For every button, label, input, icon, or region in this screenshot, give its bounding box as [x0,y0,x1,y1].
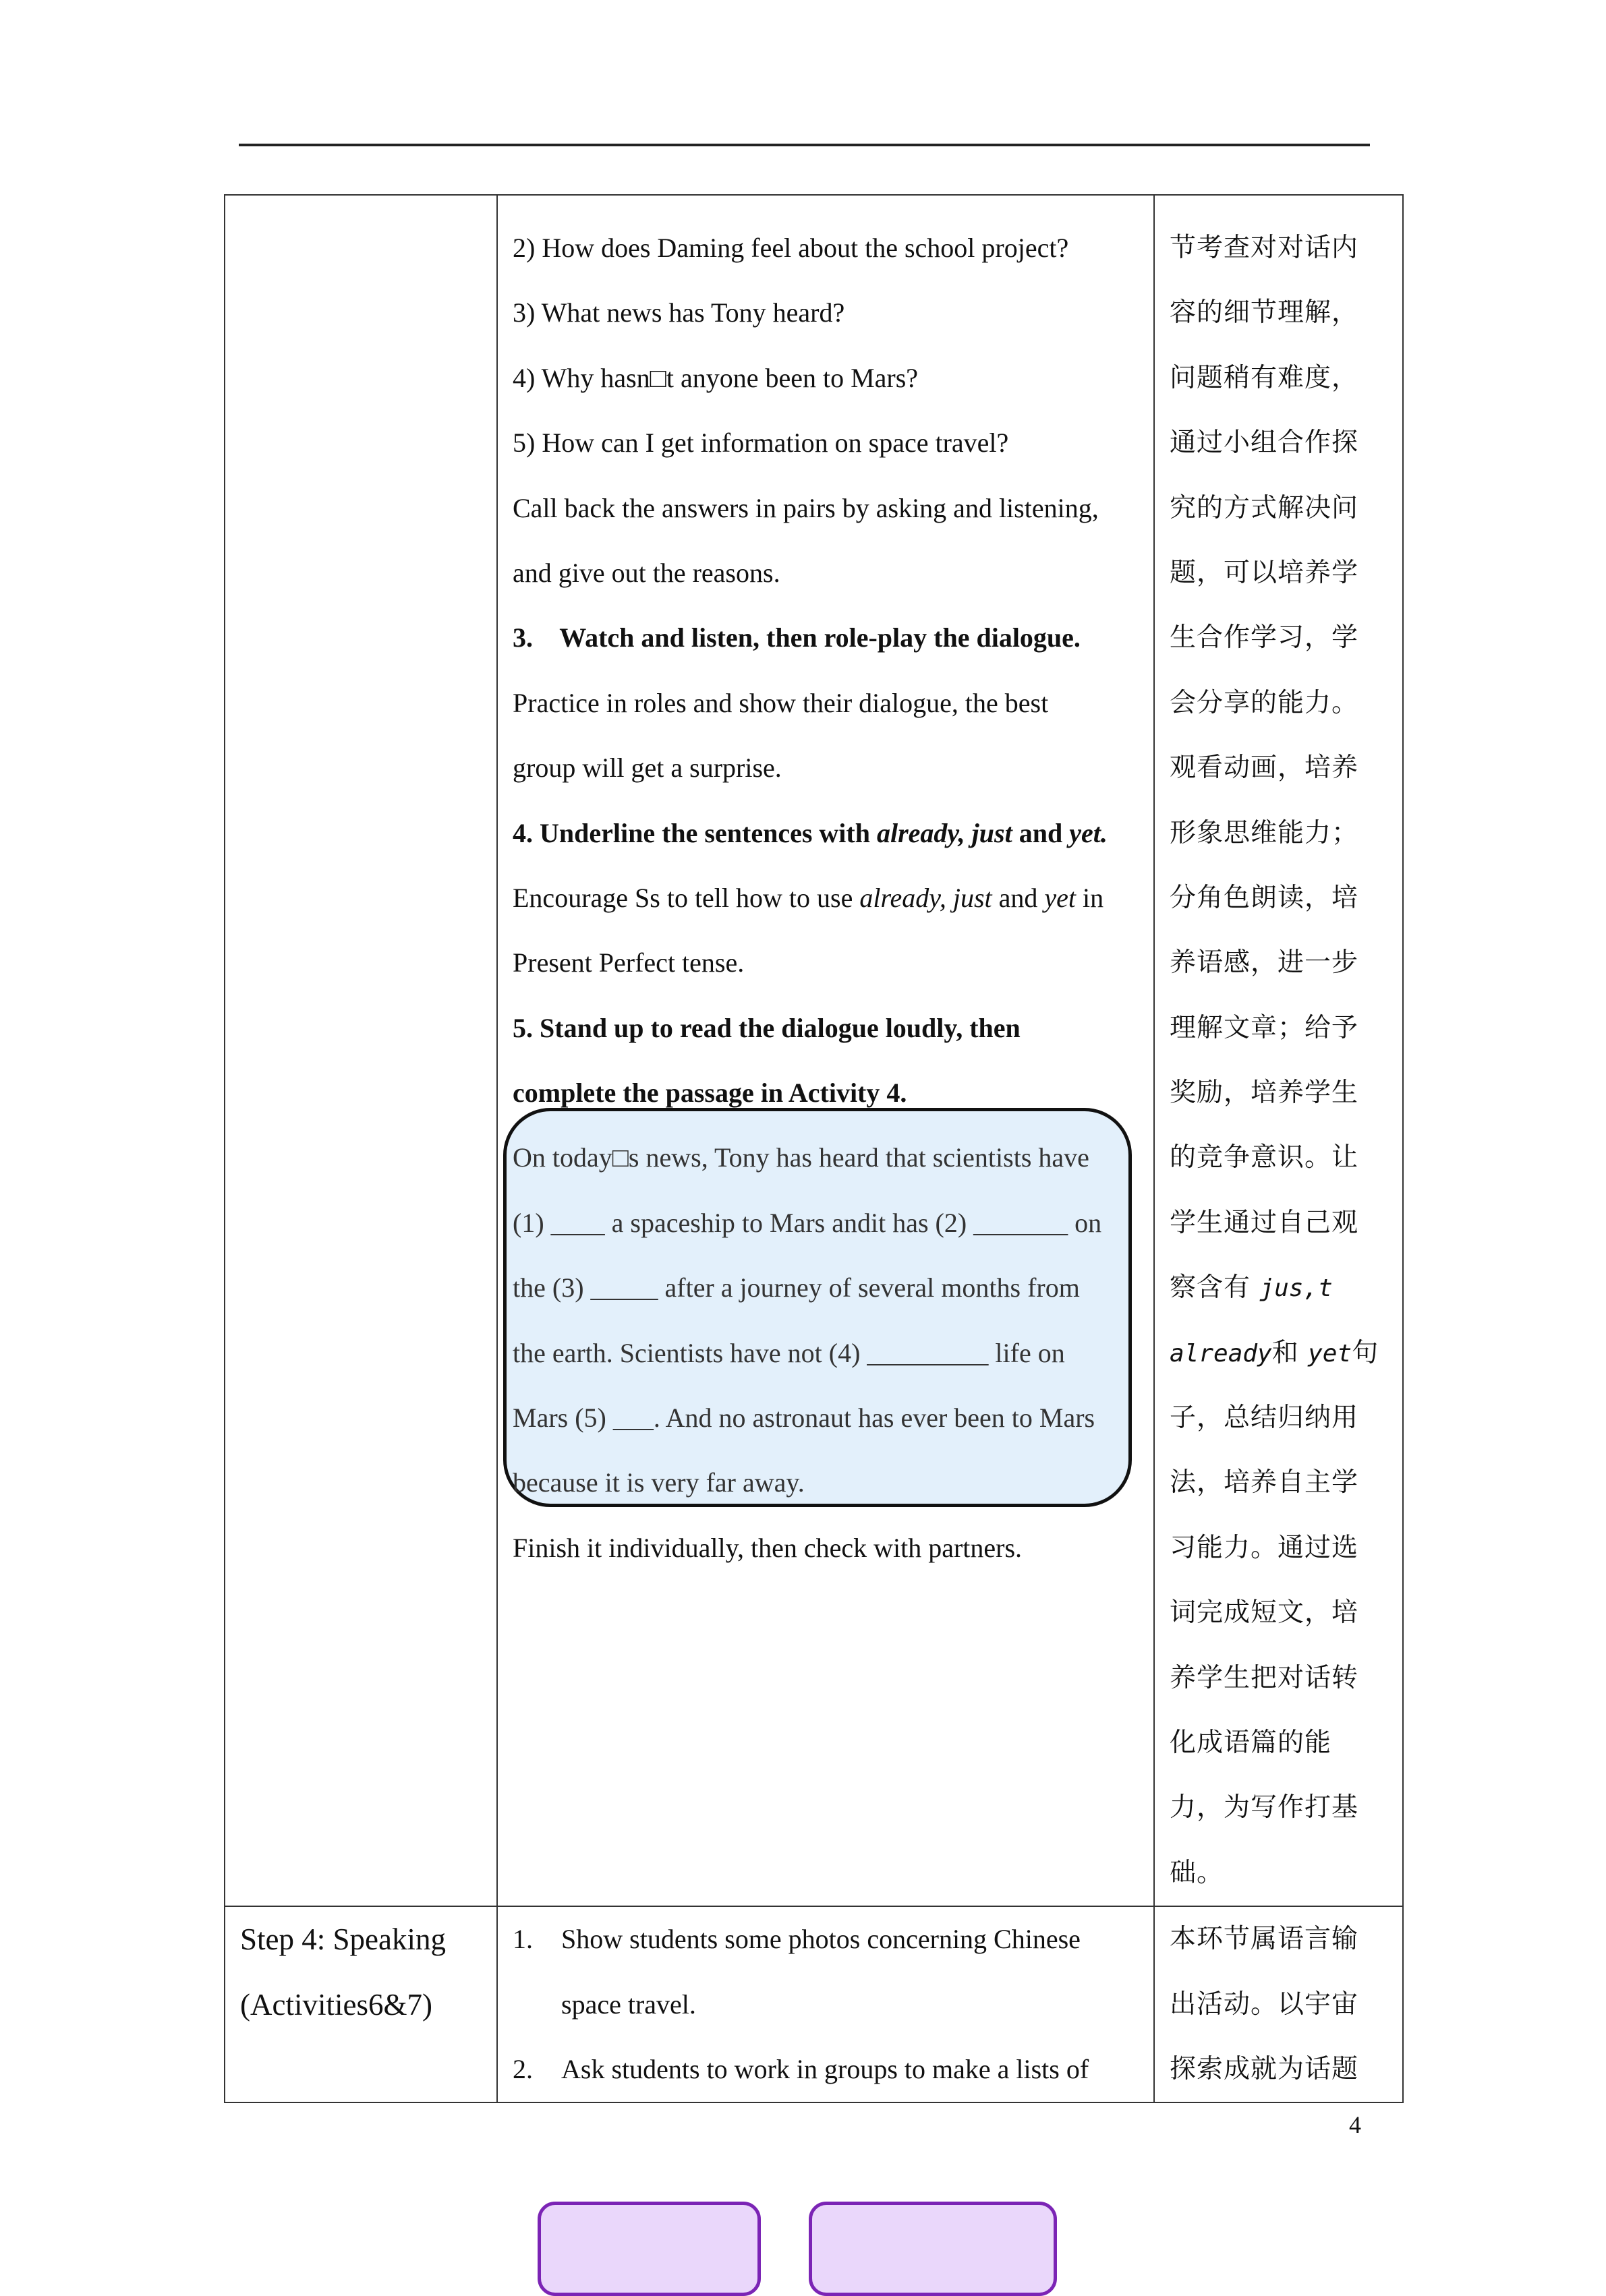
question-4: 4) Why hasn□t anyone been to Mars? [513,362,919,393]
note-line: 究的方式解决问 [1170,492,1359,523]
finish-line: Finish it individually, then check with partners. [513,1532,1023,1563]
task-4-line: Present Perfect tense. [513,947,745,978]
task-3-heading: 3. Watch and listen, then role-play the dialogue. [513,622,1081,653]
step-cell [225,1906,497,2102]
step-title: Step 4: Speaking [240,1922,446,1957]
list-text: space travel. [561,1989,696,2020]
lesson-plan-table [224,194,1404,2103]
note-line: 形象思维能力； [1170,817,1359,848]
note-line: 本环节属语言输 [1170,1924,1359,1955]
table-row [225,1906,1403,2102]
passage-line: the earth. Scientists have not (4) _________ life on [513,1337,1065,1368]
list-text: Ask students to work in groups to make a lists of [561,2053,1089,2084]
note-keyword: yet [1308,1339,1352,1367]
note-line: 生合作学习，学 [1170,622,1359,653]
passage-line: (1) ____ a spaceship to Mars andit has (2) _______ on [513,1207,1102,1238]
task-4-text: 4. Underline the sentences with [513,817,877,848]
text-span: Encourage Ss to tell how to use [513,882,860,913]
note-text: 察含有 [1170,1272,1260,1303]
note-line: 化成语篇的能 [1170,1727,1332,1758]
instruction-line: Call back the answers in pairs by asking and listening, [513,492,1099,523]
header-rule [239,144,1370,146]
nav-button-left[interactable] [538,2202,761,2296]
italic-span: yet [1044,882,1077,913]
note-text: 和 [1271,1337,1309,1368]
note-keyword: jus,t [1259,1274,1333,1303]
note-line: 探索成就为话题 [1170,2053,1359,2084]
note-keyword: already [1170,1339,1272,1367]
note-line: 容的细节理解， [1170,297,1359,328]
passage-line: Mars (5) ___. And no astronaut has ever been to Mars [513,1403,1095,1434]
instruction-line: and give out the reasons. [513,557,780,588]
page-number: 4 [1349,2111,1361,2138]
task-3-line: group will get a surprise. [513,753,782,784]
note-line: 习能力。通过选 [1170,1532,1359,1563]
note-line: 础。 [1170,1857,1224,1888]
step-cell [225,195,497,1906]
note-line: 学生通过自己观 [1170,1207,1359,1238]
passage-line: because it is very far away. [513,1467,805,1498]
task-4-line [513,866,1139,931]
task-4-heading [513,801,1139,866]
question-2: 2) How does Daming feel about the school project? [513,233,1069,263]
note-line: 养语感，进一步 [1170,947,1359,978]
question-5: 5) How can I get information on space travel? [513,428,1009,459]
list-item [513,1907,1139,2037]
task-4-and: and [1012,817,1070,848]
note-line: 问题稍有难度， [1170,362,1359,393]
task-3-line: Practice in roles and show their dialogue, the best [513,687,1049,718]
note-line: 子，总结归纳用 [1170,1403,1359,1434]
passage-line: the (3) _____ after a journey of several months from [513,1272,1080,1303]
italic-span: already, just [859,882,992,913]
task-4-keywords: already, just [876,817,1012,848]
note-text: 句 [1352,1337,1379,1368]
passage-line: On today□s news, Tony has heard that scientists have [513,1142,1089,1173]
list-text: Show students some photos concerning Chinese [561,1924,1081,1955]
task-5-heading: complete the passage in Activity 4. [513,1078,907,1109]
task-4-keyword-yet: yet. [1069,817,1108,848]
notes-cell [1154,195,1403,1906]
passage-text [513,1125,1139,1515]
list-number: 2. [513,2053,533,2084]
note-line: 会分享的能力。 [1170,687,1359,718]
text-span: and [992,882,1045,913]
content-cell [497,195,1154,1906]
step-subtitle: (Activities6&7) [240,1987,432,2022]
note-line: 出活动。以宇宙 [1170,1989,1359,2020]
note-line: 养学生把对话转 [1170,1662,1359,1693]
note-line: 通过小组合作探 [1170,428,1359,459]
note-line: 理解文章；给予 [1170,1012,1359,1043]
note-line [1170,1256,1387,1320]
text-span: in [1076,882,1104,913]
task-5-heading: 5. Stand up to read the dialogue loudly, then [513,1012,1021,1043]
note-line: 节考查对对话内 [1170,233,1359,263]
note-line: 力，为写作打基 [1170,1792,1359,1823]
note-line: 词完成短文，培 [1170,1597,1359,1628]
list-number: 1. [513,1924,533,1955]
note-line [1170,1321,1387,1386]
note-line: 观看动画，培养 [1170,753,1359,784]
note-line: 题，可以培养学 [1170,557,1359,588]
note-line: 法，培养自主学 [1170,1467,1359,1498]
nav-button-right[interactable] [809,2202,1057,2296]
table-row [225,195,1403,1906]
list-item [513,2037,1139,2102]
note-line: 分角色朗读，培 [1170,882,1359,913]
note-line: 的竞争意识。让 [1170,1142,1359,1173]
note-line: 奖励，培养学生 [1170,1078,1359,1109]
notes-cell [1154,1906,1403,2102]
question-3: 3) What news has Tony heard? [513,297,845,328]
content-cell [497,1906,1154,2102]
